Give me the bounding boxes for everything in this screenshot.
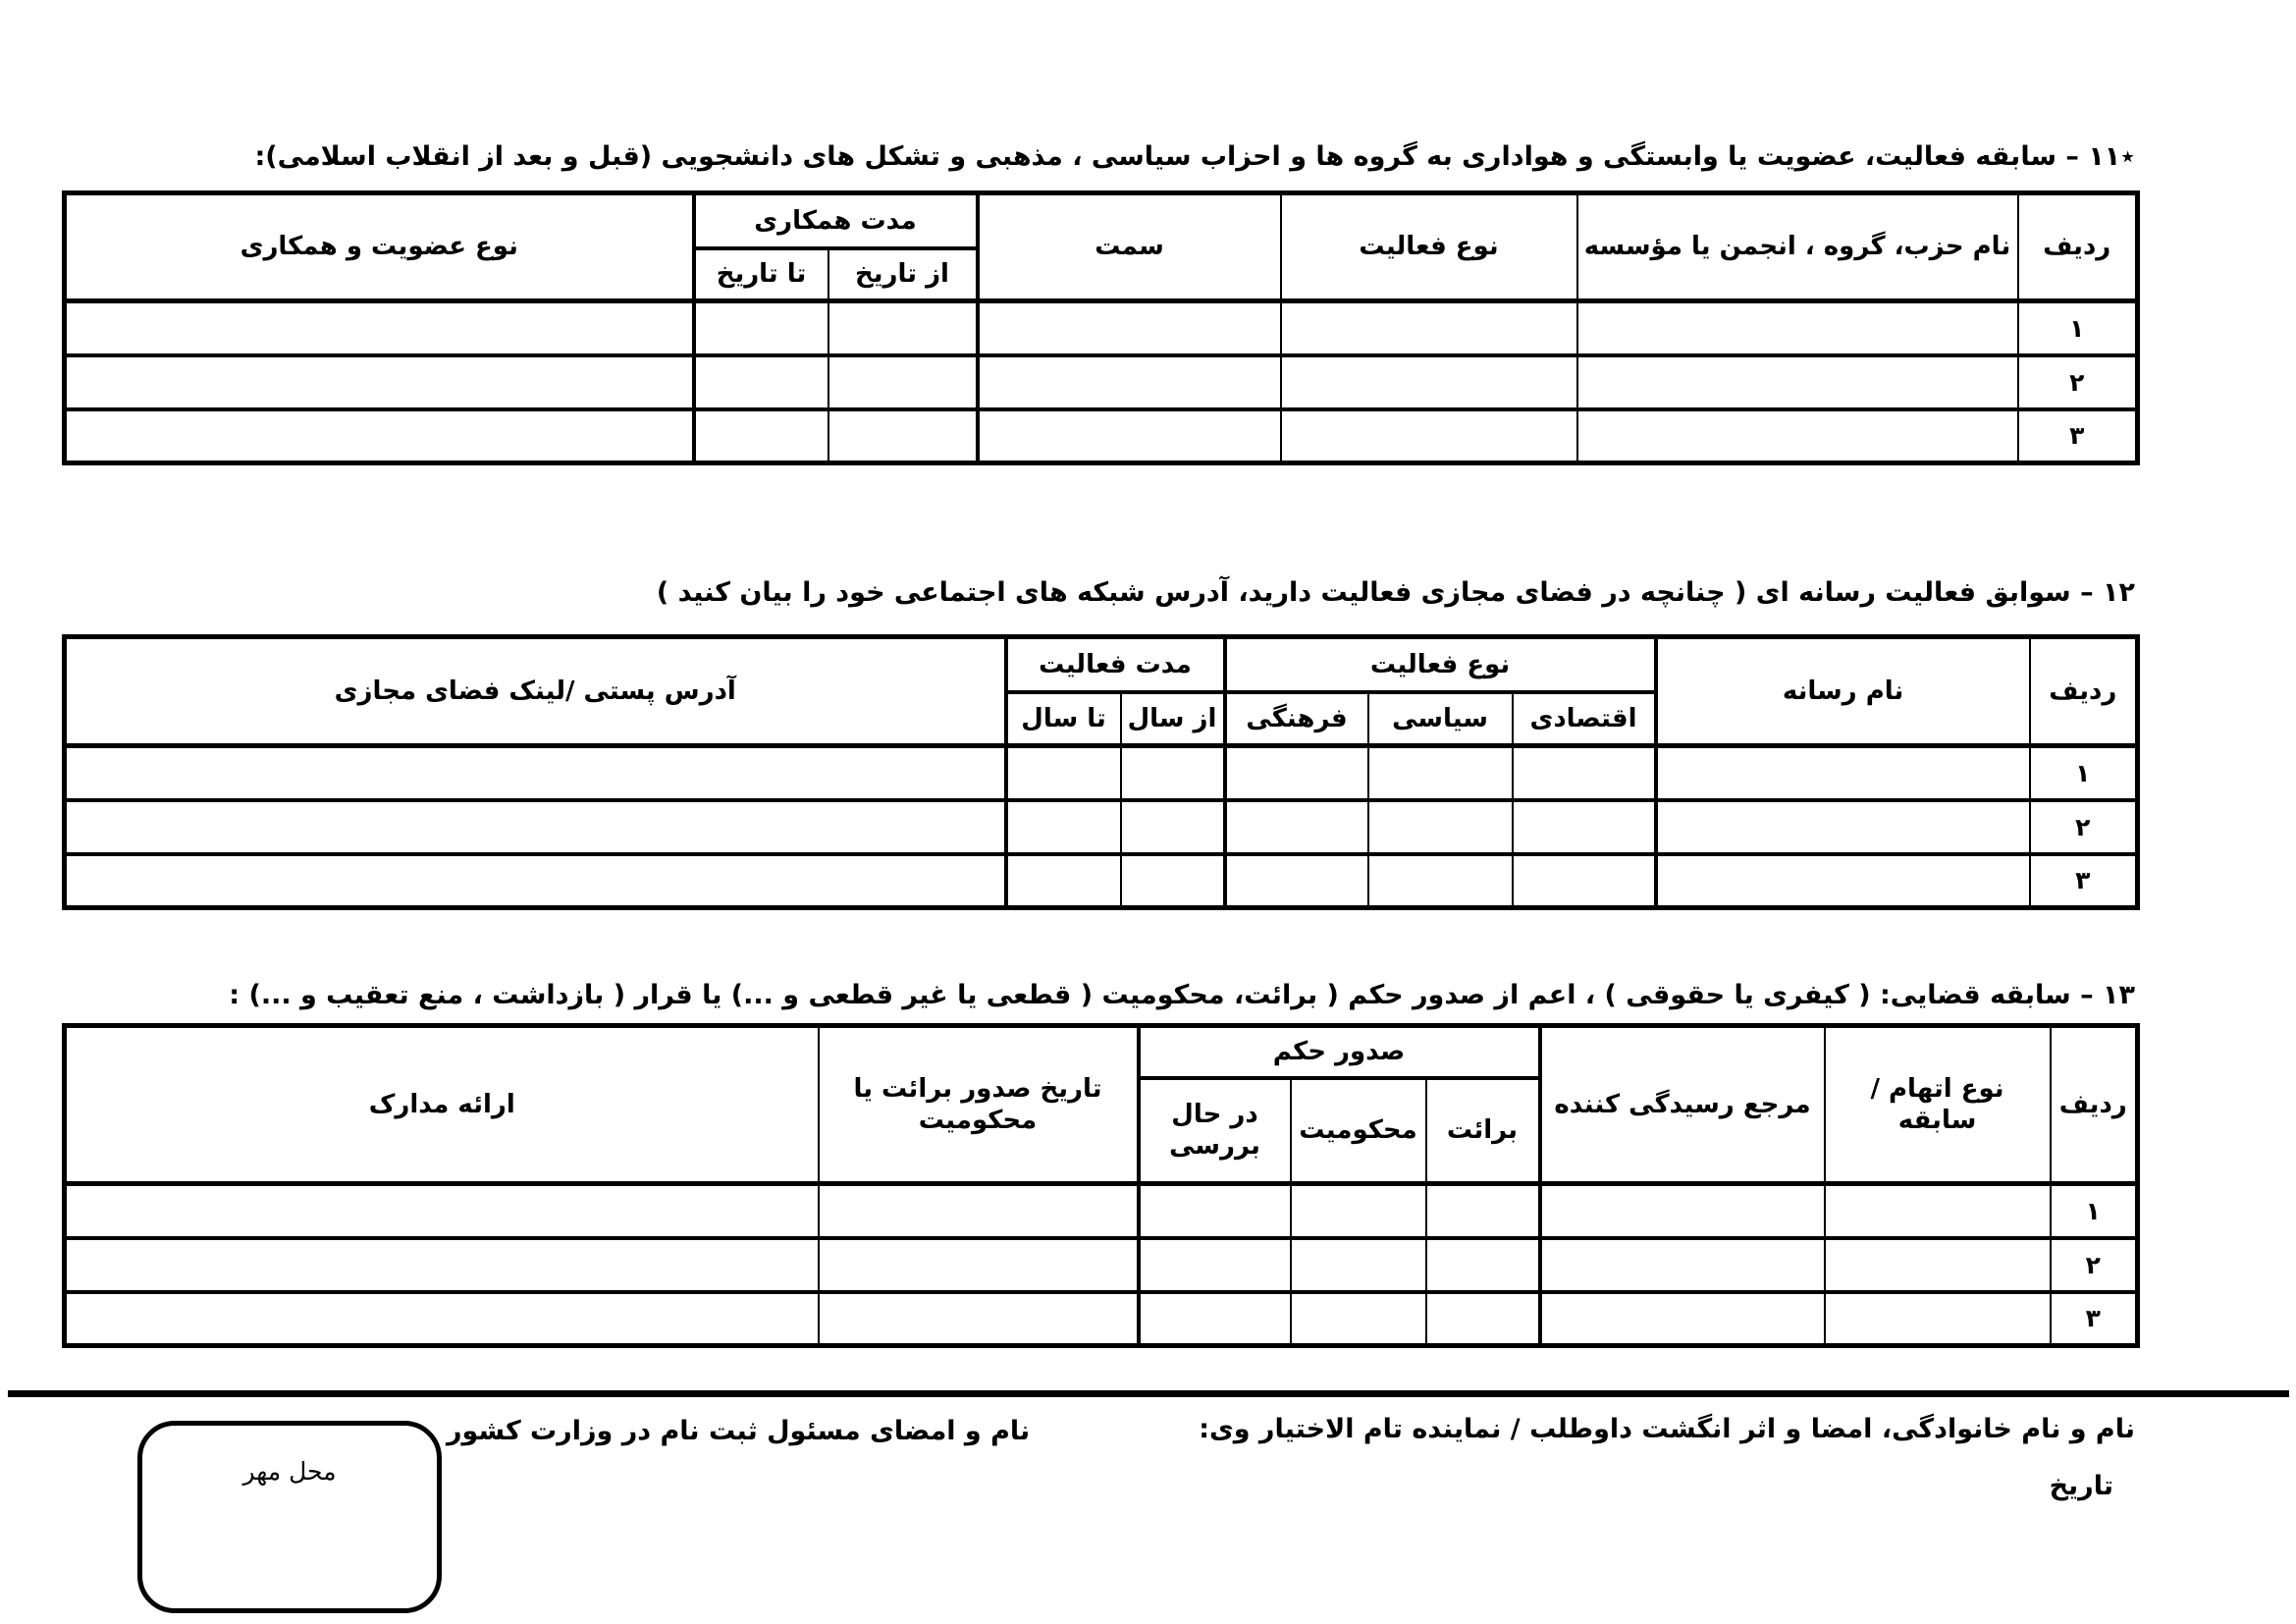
row-number-cell: ۲ (2018, 355, 2138, 409)
empty-field-cell (1006, 854, 1121, 908)
col-header-row-number: ردیف (2051, 1026, 2138, 1184)
empty-field-cell (1225, 854, 1368, 908)
date-label: تاریخ (2049, 1471, 2113, 1501)
empty-field-cell (1825, 1292, 2051, 1346)
row-number-cell: ۱ (2051, 1184, 2138, 1238)
empty-field-cell (65, 409, 694, 463)
empty-field-cell (1368, 746, 1513, 800)
stamp-place-label: محل مهر (242, 1457, 337, 1486)
table-row (65, 1238, 2138, 1292)
empty-field-cell (1291, 1238, 1426, 1292)
table-row (65, 301, 2138, 355)
row-number-cell: ۲ (2051, 1238, 2138, 1292)
col-header-acquittal: برائت (1426, 1078, 1540, 1184)
empty-field-cell (828, 409, 978, 463)
table-row (65, 355, 2138, 409)
empty-field-cell (1281, 301, 1577, 355)
empty-field-cell (828, 301, 978, 355)
col-header-cooperation-duration: مدت همکاری (694, 193, 978, 248)
empty-field-cell (1006, 746, 1121, 800)
empty-field-cell (1139, 1292, 1291, 1346)
empty-field-cell (1513, 800, 1656, 854)
row-number-cell: ۳ (2030, 854, 2138, 908)
membership-history-table (62, 190, 2140, 465)
empty-field-cell (1426, 1184, 1540, 1238)
row-number-cell: ۳ (2051, 1292, 2138, 1346)
registrar-signature-label: نام و امضای مسئول ثبت نام در وزارت کشور (447, 1416, 1031, 1446)
empty-field-cell (819, 1238, 1139, 1292)
col-header-verdict-date: تاریخ صدور برائت یا محکومیت (819, 1026, 1139, 1184)
empty-field-cell (978, 409, 1281, 463)
empty-field-cell (1291, 1184, 1426, 1238)
empty-field-cell (1825, 1238, 2051, 1292)
table-row (65, 854, 2138, 908)
empty-field-cell (1513, 854, 1656, 908)
empty-field-cell (819, 1184, 1139, 1238)
col-header-activity-type: نوع فعالیت (1281, 193, 1577, 301)
empty-field-cell (978, 355, 1281, 409)
empty-field-cell (1656, 854, 2030, 908)
section-13-title: ۱۳ – سابقه قضایی: ( کیفری یا حقوقی ) ، اعم از صدور حکم ( برائت، محکومیت ( قطعی یا غیر قطعی و ...) یا قرار ( بازداشت ، منع تعقیب و ...) : (229, 980, 2135, 1010)
empty-field-cell (1121, 746, 1225, 800)
col-header-political: سیاسی (1368, 692, 1513, 746)
empty-field-cell (1426, 1238, 1540, 1292)
empty-field-cell (1139, 1184, 1291, 1238)
empty-field-cell (1825, 1184, 2051, 1238)
col-header-media-name: نام رسانه (1656, 637, 2030, 746)
col-header-cultural: فرهنگی (1225, 692, 1368, 746)
empty-field-cell (1368, 800, 1513, 854)
row-number-cell: ۲ (2030, 800, 2138, 854)
empty-field-cell (65, 854, 1006, 908)
empty-field-cell (65, 355, 694, 409)
row-number-cell: ۳ (2018, 409, 2138, 463)
col-header-verdict-issuance: صدور حکم (1139, 1026, 1540, 1078)
col-header-accusation-type: نوع اتهام / سابقه (1825, 1026, 2051, 1184)
empty-field-cell (65, 1238, 819, 1292)
table-row (65, 800, 2138, 854)
empty-field-cell (1225, 746, 1368, 800)
col-header-provide-documents: ارائه مدارک (65, 1026, 819, 1184)
empty-field-cell (1540, 1238, 1825, 1292)
stamp-box (137, 1421, 442, 1613)
applicant-signature-label: نام و نام خانوادگی، امضا و اثر انگشت داوطلب / نماینده تام الاختیار وی: (1199, 1414, 2135, 1444)
row-number-cell: ۱ (2018, 301, 2138, 355)
col-header-party-name: نام حزب، گروه ، انجمن یا مؤسسه (1577, 193, 2018, 301)
col-header-under-review: در حال بررسی (1139, 1078, 1291, 1184)
col-header-from-year: از سال (1121, 692, 1225, 746)
empty-field-cell (1656, 746, 2030, 800)
col-header-from-date: از تاریخ (828, 248, 978, 301)
empty-field-cell (65, 1184, 819, 1238)
table-row (65, 1292, 2138, 1346)
col-header-to-date: تا تاریخ (694, 248, 828, 301)
col-header-judicial-authority: مرجع رسیدگی کننده (1540, 1026, 1825, 1184)
col-header-membership-type: نوع عضویت و همکاری (65, 193, 694, 301)
judicial-history-table (62, 1023, 2140, 1348)
empty-field-cell (1577, 301, 2018, 355)
empty-field-cell (1006, 800, 1121, 854)
col-header-row-number: ردیف (2030, 637, 2138, 746)
empty-field-cell (1281, 355, 1577, 409)
empty-field-cell (1281, 409, 1577, 463)
empty-field-cell (65, 800, 1006, 854)
empty-field-cell (819, 1292, 1139, 1346)
empty-field-cell (1513, 746, 1656, 800)
col-header-to-year: تا سال (1006, 692, 1121, 746)
col-header-virtual-address: آدرس پستی /لینک فضای مجازی (65, 637, 1006, 746)
empty-field-cell (1656, 800, 2030, 854)
footer-divider (8, 1390, 2289, 1397)
table-row (65, 409, 2138, 463)
col-header-activity-duration: مدت فعالیت (1006, 637, 1225, 692)
section-11-title: ٭۱۱ – سابقه فعالیت، عضویت یا وابستگی و هواداری به گروه ها و احزاب سیاسی ، مذهبی و تشکل های دانشجویی (قبل و بعد از انقلاب اسلامی): (254, 141, 2135, 172)
empty-field-cell (1139, 1238, 1291, 1292)
empty-field-cell (65, 746, 1006, 800)
col-header-position: سمت (978, 193, 1281, 301)
table-row (65, 746, 2138, 800)
empty-field-cell (1225, 800, 1368, 854)
empty-field-cell (1577, 355, 2018, 409)
empty-field-cell (694, 301, 828, 355)
media-activity-table (62, 634, 2140, 910)
col-header-row-number: ردیف (2018, 193, 2138, 301)
row-number-cell: ۱ (2030, 746, 2138, 800)
empty-field-cell (65, 1292, 819, 1346)
empty-field-cell (694, 355, 828, 409)
empty-field-cell (1291, 1292, 1426, 1346)
empty-field-cell (1540, 1184, 1825, 1238)
empty-field-cell (1540, 1292, 1825, 1346)
empty-field-cell (1426, 1292, 1540, 1346)
col-header-conviction: محکومیت (1291, 1078, 1426, 1184)
empty-field-cell (1368, 854, 1513, 908)
empty-field-cell (1121, 854, 1225, 908)
col-header-activity-type: نوع فعالیت (1225, 637, 1656, 692)
empty-field-cell (1577, 409, 2018, 463)
table-row (65, 1184, 2138, 1238)
section-12-title: ۱۲ – سوابق فعالیت رسانه ای ( چنانچه در فضای مجازی فعالیت دارید، آدرس شبکه های اجتماعی خود را بیان کنید ) (656, 577, 2135, 608)
empty-field-cell (1121, 800, 1225, 854)
col-header-economic: اقتصادی (1513, 692, 1656, 746)
empty-field-cell (65, 301, 694, 355)
empty-field-cell (828, 355, 978, 409)
empty-field-cell (978, 301, 1281, 355)
empty-field-cell (694, 409, 828, 463)
